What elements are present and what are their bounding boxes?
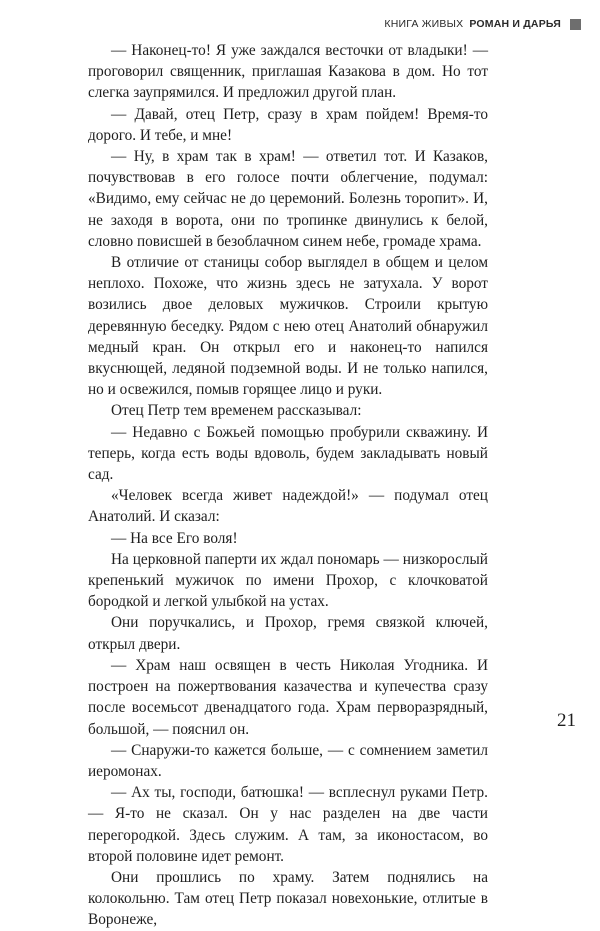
paragraph: — Недавно с Божьей помощью пробурили скважину. И теперь, когда есть воды вдоволь, будем закладывать новый сад. xyxy=(88,423,488,484)
paragraph: Отец Петр тем временем рассказывал: xyxy=(111,402,362,420)
paragraph: — Ну, в храм так в храм! — ответил тот. И Казаков, почувствовав в его голосе почти облегчение, подумал: «Видимо, ему сейчас не до церемоний. Болезнь торопит». И, не заходя в ворота, они по тропинке двинулись к белой, словно повисшей в безоблачном синем небе, громаде храма. xyxy=(88,148,488,250)
paragraph: Они поручкались, и Прохор, гремя связкой ключей, открыл двери. xyxy=(88,614,488,653)
text-body xyxy=(88,40,488,931)
paragraph: — Ах ты, господи, батюшка! — всплеснул руками Петр. — Я-то не сказал. Он у нас разделен на две части перегородкой. Здесь служим. А там, за иконостасом, во второй половине идет ремонт. xyxy=(88,784,488,865)
paragraph: — Храм наш освящен в честь Николая Угодника. И построен на пожертвования казачества и купечества сразу после восемьсот двенадцатого года. Храм перворазрядный, большой, — пояснил он. xyxy=(88,656,488,738)
paragraph: — Давай, отец Петр, сразу в храм пойдем! Время-то дорого. И тебе, и мне! xyxy=(88,105,488,144)
book-series-title: КНИГА ЖИВЫХ xyxy=(384,18,464,30)
square-marker-icon xyxy=(570,19,581,30)
paragraph: В отличие от станицы собор выглядел в общем и целом неплохо. Похоже, что жизнь здесь не затухала. У ворот возились двое деловых мужичков. Строили крытую деревянную беседку. Рядом с нею отец Анатолий обнаружил медный кран. Он открыл его и наконец-то напился вкуснющей, ледяной подземной воды. И не только напился, но и освежился, помыв горящее лицо и руки. xyxy=(88,254,488,399)
paragraph: «Человек всегда живет надеждой!» — подумал отец Анатолий. И сказал: xyxy=(88,487,488,526)
paragraph: — На все Его воля! xyxy=(111,529,238,547)
paragraph: — Снаружи-то кажется больше, — с сомнением заметил иеромонах. xyxy=(88,741,488,780)
paragraph: Они прошлись по храму. Затем поднялись на колокольню. Там отец Петр показал новехонькие, отлитые в Воронеже, xyxy=(88,868,488,929)
book-title: РОМАН И ДАРЬЯ xyxy=(469,18,561,30)
page-number: 21 xyxy=(557,710,576,731)
running-header xyxy=(384,15,581,33)
paragraph: На церковной паперти их ждал пономарь — низкорослый крепенький мужичок по имени Прохор, с клочковатой бородкой и легкой улыбкой на устах. xyxy=(88,550,488,611)
paragraph: — Наконец-то! Я уже заждался весточки от владыки! — проговорил священник, приглашая Казакова в дом. Но тот слегка заупрямился. И предложил другой план. xyxy=(88,42,488,102)
